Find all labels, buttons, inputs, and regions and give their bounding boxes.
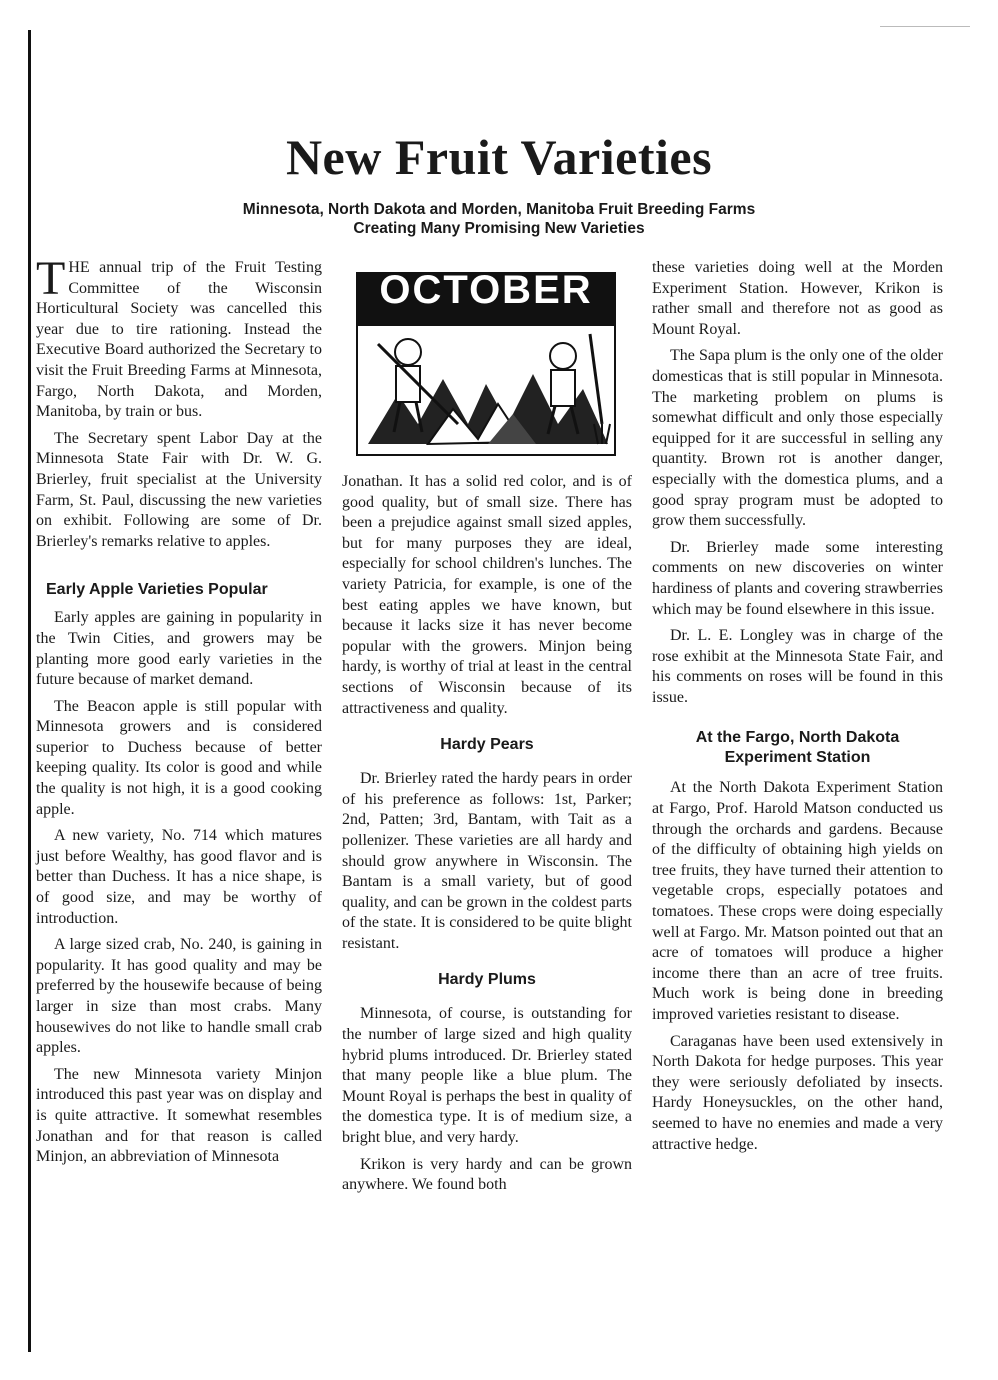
paragraph: these varieties doing well at the Morden Experiment Station. However, Krikon is rather small and therefore not as good as Mount Royal.	[652, 259, 943, 338]
paragraph: Krikon is very hardy and can be grown anywhere. We found both	[342, 1155, 632, 1194]
article-subtitle	[0, 200, 998, 238]
paragraph: The Sapa plum is the only one of the older domesticas that is still popular in Minnesota. The marketing problem on plums is somewhat difficult and only those especially equipped for it are successful in selling any quantity. Brown rot is another danger, especially with the domestica plums, and a good spray program must be adopted to grow them successfully.	[652, 347, 943, 530]
paragraph: Dr. Brierley rated the hardy pears in order of his preference as follows: 1st, Parker; 2nd, Patten; 3rd, Bantam, with Tait as a pollenizer. These varieties are all hardy and should grow anywhere in Wisconsin. The Bantam is a small variety, but of good quality, and can be grown in the coldest parts of the state. It is considered to be quite blight resistant.	[342, 770, 632, 952]
paragraph: Dr. Brierley made some interesting comments on new discoveries on winter hardiness of plants and covering strawberries which may be found elsewhere in this issue.	[652, 538, 943, 618]
paragraph: A new variety, No. 714 which matures just before Wealthy, has good flavor and is better than Duchess. It has a nice shape, is of good size, and may be worthy of introduction.	[36, 827, 322, 927]
subtitle-line-1: Minnesota, North Dakota and Morden, Manitoba Fruit Breeding Farms	[242, 201, 756, 218]
paragraph: The Secretary spent Labor Day at the Minnesota State Fair with Dr. W. G. Brierley, fruit specialist at the University Farm, St. Paul, discussing the new varieties on exhibit. Following are some of Dr. Brierley's remarks relative to apples.	[36, 429, 322, 550]
column-3	[652, 258, 943, 1161]
illustration-title: OCTOBER	[379, 272, 593, 312]
paragraph: At the North Dakota Experiment Station at Fargo, Prof. Harold Matson conducted us through the orchards and gardens. Because of the difficulty of obtaining high yields on tree fruits, they have turned their attention to vegetable crops, especially potatoes and tomatoes. These crops were doing especially well at Fargo. Mr. Matson pointed out that an acre of tomatoes will produce a higher income there than an acre of tree fruits. Much work is being done in breeding improved varieties resistant to disease.	[652, 779, 943, 1023]
paragraph: Minnesota, of course, is outstanding for the number of large sized and high quality hybrid plums introduced. Dr. Brierley stated that many people like a blue plum. The Mount Royal is perhaps the best in quality of the domestica type. It is of medium size, a bright blue, and very hardy.	[342, 1005, 632, 1147]
paragraph: The Beacon apple is still popular with Minnesota growers and is considered superior to Duchess because of better keeping quality. Its color is good and while the quality is not high, it is a good cooking apple.	[36, 697, 322, 818]
october-harvest-illustration	[356, 272, 616, 456]
section-heading-hardy-pears: Hardy Pears	[440, 736, 534, 754]
column-1	[36, 252, 322, 1174]
paragraph: Jonathan. It has a solid red color, and is of good quality, but of small size. There has been a prejudice against small sized apples, but for many purposes they are ideal, especially for school children's lunches. The variety Patricia, for example, is one of the best eating apples we have known, but because it lacks size it has never become popular with the growers. Minjon being hardy, is worthy of trial at least in the central sections of Wisconsin because of its attractiveness and quality.	[342, 473, 632, 717]
top-edge-rule	[880, 26, 970, 27]
section-heading-early-apples: Early Apple Varieties Popular	[46, 581, 268, 599]
section-heading-hardy-plums: Hardy Plums	[438, 971, 536, 989]
paragraph: Caraganas have been used extensively in North Dakota for hedge purposes. This year they were seriously defoliated by insects. Hardy Honeysuckles, on the other hand, seemed to have no enemies and made a very attractive hedge.	[652, 1032, 943, 1153]
article-title: New Fruit Varieties	[285, 129, 713, 185]
paragraph: The new Minnesota variety Minjon introduced this past year was on display and is quite attractive. It somewhat resembles Jonathan and for that reason is called Minjon, an abbreviation of Minnesota	[36, 1065, 322, 1166]
paragraph: Early apples are gaining in popularity in the Twin Cities, and growers may be planting more good early varieties in the future because of market demand.	[36, 609, 322, 689]
section-heading-fargo	[652, 728, 943, 768]
drop-cap: T	[36, 252, 66, 305]
column-2	[342, 258, 632, 1202]
paragraph: A large sized crab, No. 240, is gaining in popularity. It has good quality and may be preferred by the housewife because of being larger in size than most crabs. Many housewives do not like to handle small crab apples.	[36, 936, 322, 1057]
heading-line-1: At the Fargo, North Dakota	[695, 729, 900, 747]
heading-line-2: Experiment Station	[724, 749, 871, 767]
subtitle-line-2: Creating Many Promising New Varieties	[353, 220, 645, 237]
paragraph: Dr. L. E. Longley was in charge of the rose exhibit at the Minnesota State Fair, and his comments on roses will be found in this issue.	[652, 627, 943, 706]
intro-paragraph: THE annual trip of the Fruit Testing Committee of the Wisconsin Horticultural Society was cancelled this year due to tire rationing. Instead the Executive Board authorized the Secretary to visit the Fruit Breeding Farms at Minnesota, Fargo, North Dakota, and Morden, Manitoba, by train or bus.	[36, 252, 322, 421]
